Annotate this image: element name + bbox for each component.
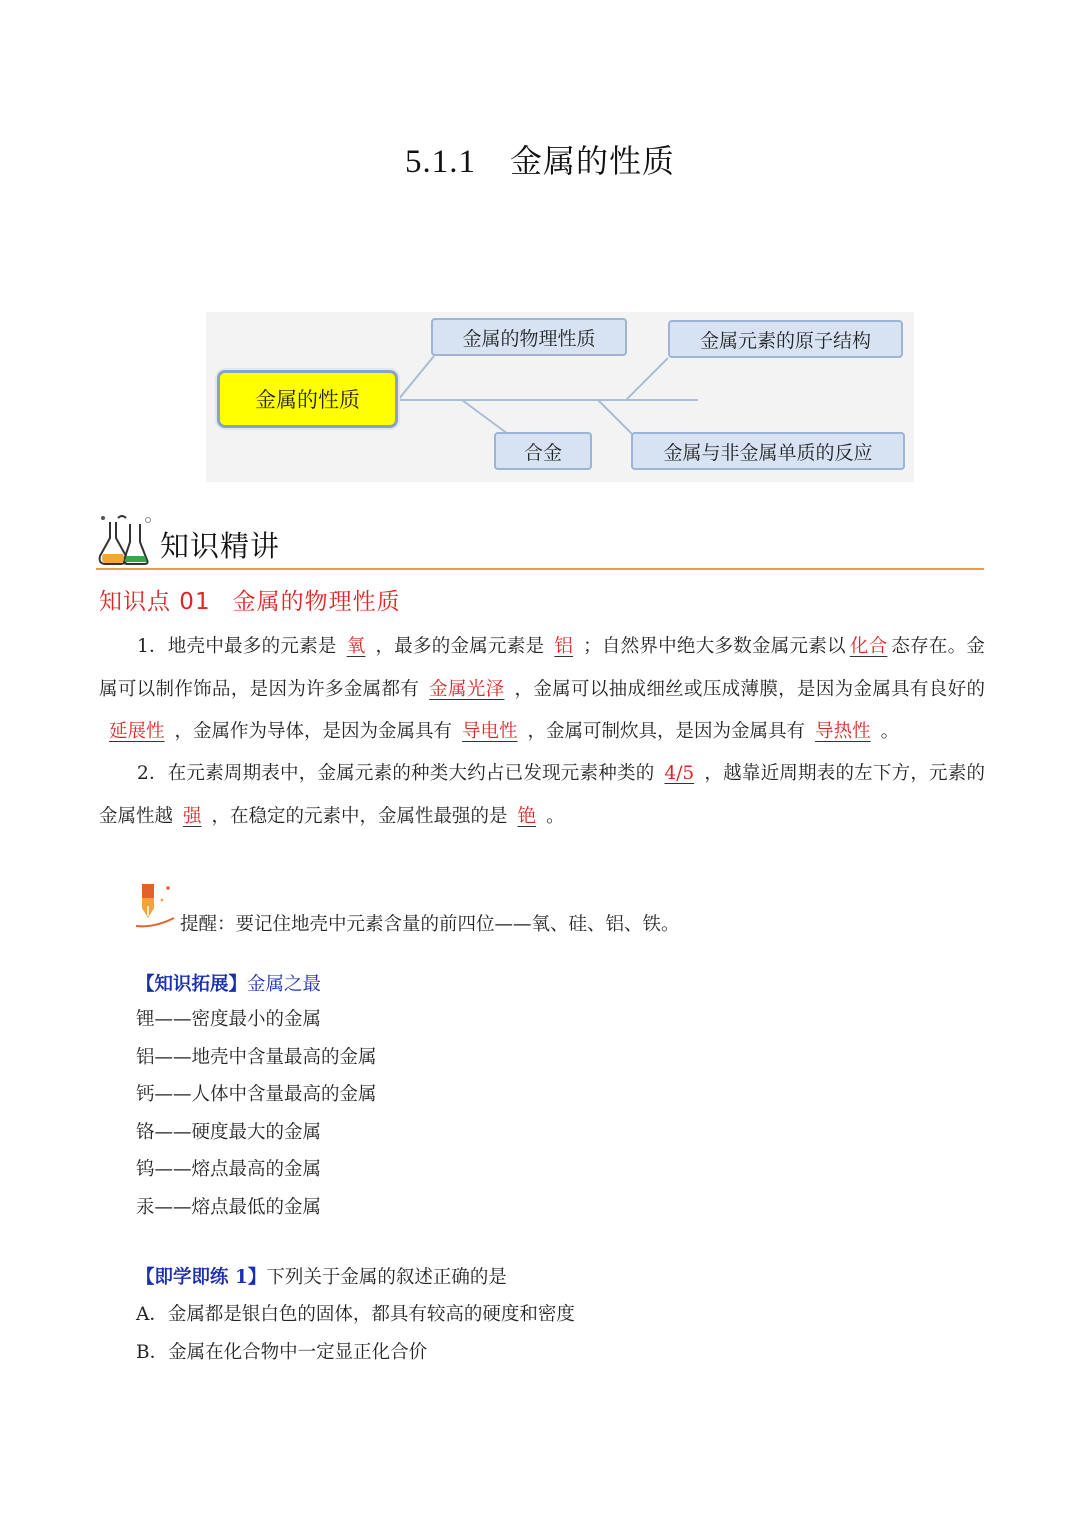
extension-heading bbox=[136, 970, 321, 996]
knowledge-point-label: 知识点 01 bbox=[99, 589, 211, 615]
fill-blank-answer: 4/5 bbox=[664, 763, 695, 784]
extension-title: 金属之最 bbox=[247, 974, 322, 995]
practice-option-a: A．金属都是银白色的固体，都具有较高的硬度和密度 bbox=[136, 1304, 575, 1325]
list-item: 钨——熔点最高的金属 bbox=[136, 1159, 322, 1180]
metal-superlatives-list bbox=[136, 1005, 377, 1230]
section-divider bbox=[96, 568, 984, 570]
page-title bbox=[0, 136, 1080, 182]
mindmap-node-physical-properties: 金属的物理性质 bbox=[431, 318, 627, 356]
paragraph-text: 态存在。金属可以制作饰品，是因为许多金属都有 bbox=[99, 636, 985, 700]
paragraph-text: ，金属可制炊具，是因为金属具有 bbox=[527, 721, 806, 742]
mindmap-node-atomic-structure: 金属元素的原子结构 bbox=[668, 320, 903, 358]
mindmap-center-node: 金属的性质 bbox=[217, 370, 398, 428]
fill-blank-answer: 氧 bbox=[346, 636, 366, 657]
fill-blank-answer: 铝 bbox=[554, 636, 574, 657]
paragraph-text: ，金属可以抽成细丝或压成薄膜，是因为金属具有良好的 bbox=[514, 678, 985, 700]
pen-icon bbox=[134, 880, 182, 932]
paragraph-text: ，金属作为导体，是因为金属具有 bbox=[174, 721, 453, 742]
knowledge-section-title: 知识精讲 bbox=[160, 529, 281, 563]
knowledge-section-header bbox=[96, 512, 984, 572]
knowledge-point-title: 金属的物理性质 bbox=[232, 589, 401, 615]
paragraph-text: ，最多的金属元素是 bbox=[375, 636, 545, 657]
practice-tag: 【即学即练 1】 bbox=[136, 1267, 267, 1288]
paragraph-text: 1．地壳中最多的元素是 bbox=[137, 636, 337, 657]
knowledge-point-heading bbox=[99, 583, 401, 616]
practice-question bbox=[136, 1263, 507, 1289]
section-title: 金属的性质 bbox=[509, 142, 675, 180]
fill-blank-answer: 导热性 bbox=[815, 721, 871, 742]
section-number: 5.1.1 bbox=[404, 144, 476, 180]
list-item: 汞——熔点最低的金属 bbox=[136, 1196, 322, 1218]
extension-tag: 【知识拓展】 bbox=[136, 974, 248, 995]
mindmap-node-alloy: 合金 bbox=[494, 432, 592, 470]
fill-blank-answer: 化合 bbox=[849, 636, 888, 657]
fill-blank-answer: 金属光泽 bbox=[429, 678, 505, 700]
paragraph-1 bbox=[99, 626, 985, 754]
paragraph-text: ，在稳定的元素中，金属性最强的是 bbox=[211, 805, 508, 827]
reminder-text: 提醒：要记住地壳中元素含量的前四位——氧、硅、铝、铁。 bbox=[180, 914, 680, 935]
list-item: 铬——硬度最大的金属 bbox=[136, 1121, 322, 1143]
practice-question-text: 下列关于金属的叙述正确的是 bbox=[266, 1267, 507, 1288]
paragraph-2 bbox=[99, 753, 985, 838]
list-item: 钙——人体中含量最高的金属 bbox=[136, 1084, 377, 1105]
list-item: 锂——密度最小的金属 bbox=[136, 1009, 322, 1030]
paragraph-text: ，越靠近周期表的左下方，元素的金属性越 bbox=[99, 763, 985, 827]
flask-icon bbox=[96, 512, 156, 568]
concept-map bbox=[206, 312, 914, 482]
fill-blank-answer: 导电性 bbox=[462, 721, 518, 742]
list-item: 铝——地壳中含量最高的金属 bbox=[136, 1046, 377, 1068]
fill-blank-answer: 强 bbox=[183, 805, 202, 827]
paragraph-text: 。 bbox=[880, 721, 900, 742]
practice-option-b: B．金属在化合物中一定显正化合价 bbox=[136, 1342, 428, 1363]
paragraph-text: ；自然界中绝大多数金属元素以 bbox=[583, 636, 846, 657]
mindmap-node-metal-nonmetal-reaction: 金属与非金属单质的反应 bbox=[631, 432, 905, 470]
paragraph-text: 2．在元素周期表中，金属元素的种类大约占已发现元素种类的 bbox=[137, 763, 655, 784]
paragraph-text: 。 bbox=[546, 805, 565, 827]
fill-blank-answer: 延展性 bbox=[109, 721, 165, 742]
fill-blank-answer: 铯 bbox=[517, 805, 537, 827]
